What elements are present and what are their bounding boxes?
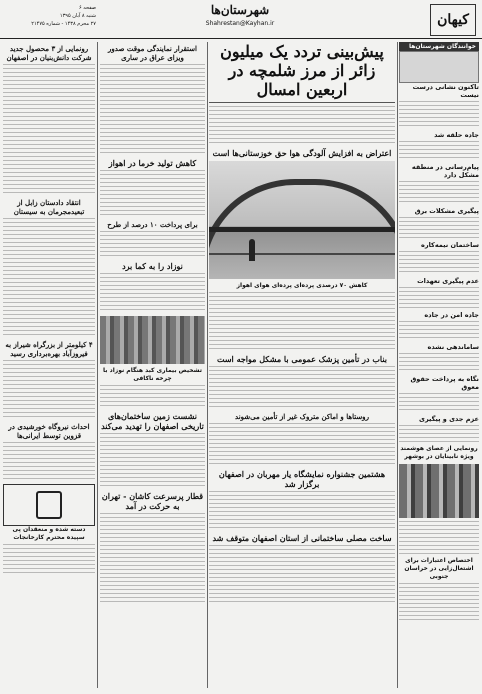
brief-headline[interactable]: جاده حلقه شد [434, 131, 479, 139]
bridge-deck [209, 227, 395, 232]
article-headline[interactable]: رونمایی از ۳ محصول جدید شرکت دانش‌بنیان در اصفهان [6, 44, 92, 62]
article-text [100, 433, 205, 489]
newspaper-logo[interactable]: کیهان [430, 4, 476, 36]
article-headline[interactable]: اعتراض به افزایش آلودگی هوا حق خوزستانی‌ها است [212, 148, 392, 158]
article-text [399, 287, 479, 309]
brief-headline[interactable]: ساختمان نیمه‌کاره [421, 241, 479, 249]
article-headline[interactable]: انتقاد دادستان زابل از تبعیدمجرمان به سیستان [13, 198, 85, 216]
article-text [3, 544, 95, 574]
article-text [209, 106, 395, 146]
article-text [399, 393, 479, 413]
photo-headline[interactable]: رونمایی از عصای هوشمند ویژه نابینایان در بوشهر [400, 445, 478, 460]
column-divider [397, 42, 398, 688]
photo-caption: کاهش ۷۰ درصدی پرده‌ای پرده‌ای هوای اهواز [236, 282, 368, 289]
issue-number: ۲۷ محرم ۱۴۳۸ - شماره ۲۱۴۷۵ [31, 21, 96, 27]
section-title: شهرستان‌ها [210, 3, 270, 17]
section-email[interactable]: Shahrestan@Kayhan.ir [205, 20, 275, 27]
article-text [209, 366, 395, 410]
article-text [399, 181, 479, 205]
article-headline[interactable]: استقرار نمایندگی موقت صدور ویزای عراق در ساری [108, 44, 197, 62]
region-map [399, 51, 479, 83]
article-text [209, 423, 395, 467]
main-headline[interactable]: پیش‌بینی تردد یک میلیون زائر از مرز شلمچه در اربعین امسال [220, 42, 384, 99]
article-text [3, 360, 95, 420]
bridge-rail [209, 253, 395, 255]
article-text [209, 545, 395, 605]
article-headline[interactable]: احداث نیروگاه خورشیدی در قزوین توسط ایرانی‌ها [8, 422, 90, 440]
photo-caption: تشخیص بیماری کبد هنگام نوزاد با چرخه ناکافی [103, 367, 202, 382]
article-headline[interactable]: نشست زمین ساختمان‌های تاریخی اصفهان را تهدید می‌کند [101, 411, 204, 431]
document-icon [36, 491, 62, 519]
article-text [399, 217, 479, 239]
article-text [3, 64, 95, 196]
article-text [399, 425, 479, 443]
article-text [3, 442, 95, 482]
brief-headline[interactable]: جاده امن در جاده [424, 311, 479, 319]
column-header: خوانندگان شهرستان‌ها [399, 42, 479, 51]
article-headline[interactable]: هشتمین جشنواره نمایشگاه یار مهربان در اصفهان برگزار شد [218, 469, 386, 489]
advertisement[interactable] [3, 484, 95, 526]
article-text [100, 170, 205, 218]
column-divider [207, 42, 208, 688]
article-headline[interactable]: کاهش تولید خرما در اهواز [108, 158, 197, 168]
article-text [209, 292, 395, 352]
brief-headline[interactable]: عزم جدی و پیگیری [418, 415, 479, 423]
article-text [100, 231, 205, 259]
article-text [100, 273, 205, 313]
article-text [100, 513, 205, 603]
brief-headline[interactable]: پیگیری مشکلات برق [414, 207, 479, 215]
article-text [399, 321, 479, 341]
article-headline[interactable]: نوزاد را به کما برد [122, 261, 183, 271]
article-text [399, 101, 479, 129]
article-text [399, 583, 479, 623]
person-silhouette [249, 239, 255, 261]
brief-headline[interactable]: نگاه به پرداخت حقوق معوق [410, 375, 479, 391]
article-text [100, 385, 205, 409]
article-headline[interactable]: ساخت مصلی ساختمانی از استان اصفهان متوقف شد [212, 533, 392, 543]
article-headline[interactable]: اختصاص اعتبارات برای اشتغال‌زایی در خراسان جنوبی [404, 557, 474, 580]
brief-headline[interactable]: عدم پیگیری تعهدات [417, 277, 479, 285]
article-text [209, 491, 395, 531]
divider [209, 102, 395, 103]
middle-column [100, 42, 205, 690]
article-text [100, 64, 205, 156]
article-headline[interactable]: قطار پرسرعت کاشان - تهران به حرکت در آمد [101, 491, 204, 511]
article-text [399, 251, 479, 275]
dateline [4, 4, 96, 28]
article-headline[interactable]: روستاها و اماکن متروک غیر از تأمین می‌شوند [235, 412, 369, 421]
article-text [399, 353, 479, 373]
bridge-photo [209, 161, 395, 279]
news-photo [100, 316, 205, 364]
center-column [209, 42, 395, 690]
page-number: صفحه ۶ [79, 5, 96, 11]
article-headline[interactable]: ۴ کیلومتر از بزرگراه شیراز به فیروزآباد بهره‌برداری رسید [5, 340, 93, 358]
brief-headline[interactable]: پیام‌رسانی در منطقه مشکل دارد [411, 163, 479, 179]
brief-headline[interactable]: ساماندهی نشده [427, 343, 479, 351]
masthead [0, 0, 482, 39]
right-column [399, 42, 479, 690]
brief-headline[interactable]: تاکنون نشانی درست نیست [412, 83, 479, 99]
article-headline[interactable]: بناب در تأمین پزشک عمومی با مشکل مواجه است [217, 354, 387, 364]
left-column [3, 42, 95, 690]
article-text [399, 141, 479, 161]
ad-caption: دسته شده و منعقدان پی سپیده محترم کارخانجات [12, 526, 86, 541]
article-text [399, 521, 479, 555]
column-divider [97, 42, 98, 688]
article-headline[interactable]: برای پرداخت ۱۰ درصد از طرح [107, 220, 198, 229]
issue-date: شنبه ۸ آبان ۱۳۹۵ [59, 13, 96, 19]
article-text [3, 218, 95, 338]
news-photo [399, 464, 479, 518]
